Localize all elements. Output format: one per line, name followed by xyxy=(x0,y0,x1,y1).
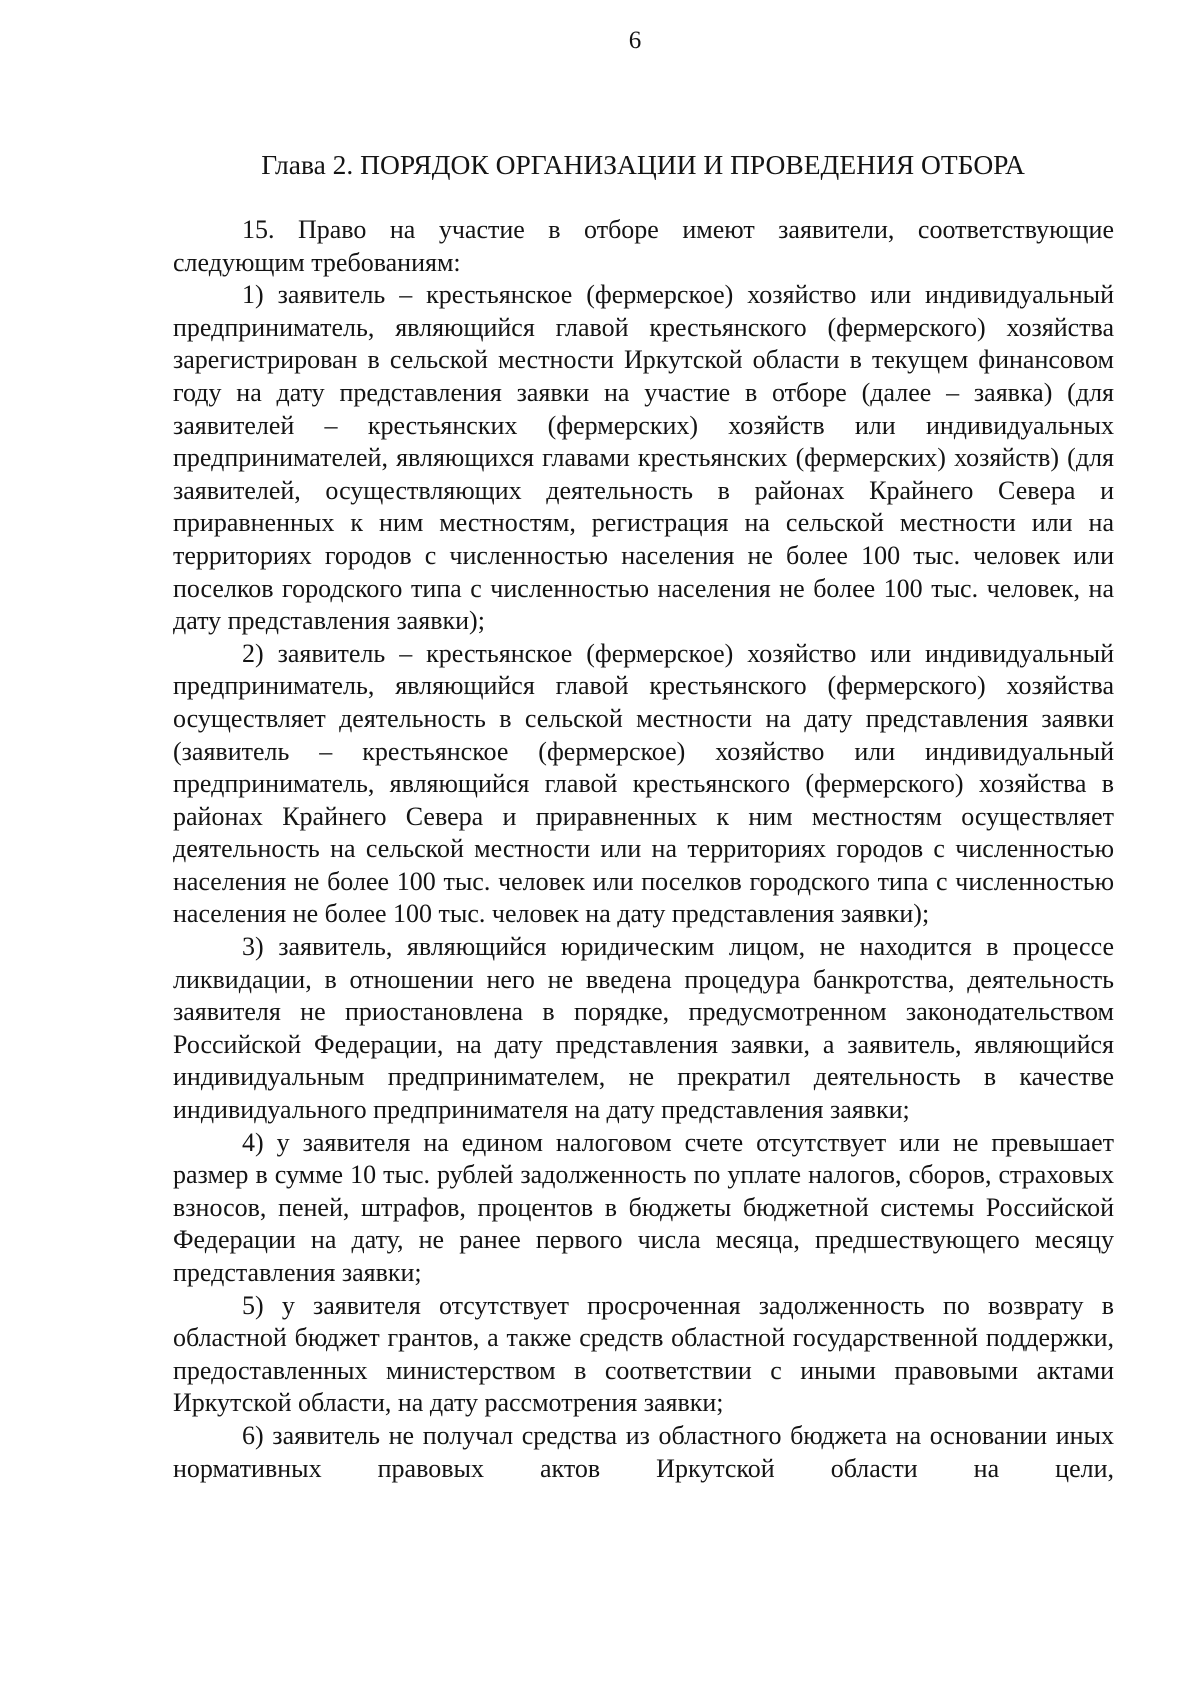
paragraph-item-3: 3) заявитель, являющийся юридическим лицом, не находится в процессе ликвидации, в отношении него не введена процедура банкротства, деятельность заявителя не приостановлена в порядке, предусмотренном законодательством Российской Федерации, на дату представления заявки, а заявитель, являющийся индивидуальным предпринимателем, не прекратил деятельность в качестве индивидуального предпринимателя на дату представления заявки; xyxy=(173,932,1114,1125)
paragraph-15: 15. Право на участие в отборе имеют заявители, соответствующие следующим требованиям: xyxy=(173,215,1114,277)
document-body xyxy=(173,214,1114,1485)
paragraph-item-5: 5) у заявителя отсутствует просроченная задолженность по возврату в областной бюджет грантов, а также средств областной государственной поддержки, предоставленных министерством в соответствии с иными правовыми актами Иркутской области, на дату рассмотрения заявки; xyxy=(173,1290,1114,1418)
paragraph-item-1: 1) заявитель – крестьянское (фермерское) хозяйство или индивидуальный предприниматель, являющийся главой крестьянского (фермерского) хозяйства зарегистрирован в сельской местности Иркутской области в текущем финансовом году на дату представления заявки на участие в отборе (далее – заявка) (для заявителей – крестьянских (фермерских) хозяйств или индивидуальных предпринимателей, являющихся главами крестьянских (фермерских) хозяйств) (для заявителей, осуществляющих деятельность в районах Крайнего Севера и приравненных к ним местностям, регистрация на сельской местности или на территориях городов с численностью населения не более 100 тыс. человек или поселков городского типа с численностью населения не более 100 тыс. человек, на дату представления заявки); xyxy=(173,280,1114,636)
chapter-title: Глава 2. ПОРЯДОК ОРГАНИЗАЦИИ И ПРОВЕДЕНИЯ ОТБОРА xyxy=(261,149,1025,180)
paragraph-item-2: 2) заявитель – крестьянское (фермерское) хозяйство или индивидуальный предприниматель, являющийся главой крестьянского (фермерского) хозяйства осуществляет деятельность в сельской местности на дату представления заявки (заявитель – крестьянское (фермерское) хозяйство или индивидуальный предприниматель, являющийся главой крестьянского (фермерского) хозяйства в районах Крайнего Севера и приравненных к ним местностям осуществляет деятельность на сельской местности или на территориях городов с численностью населения не более 100 тыс. человек или поселков городского типа с численностью населения не более 100 тыс. человек на дату представления заявки); xyxy=(173,638,1114,929)
paragraph-item-4: 4) у заявителя на едином налоговом счете отсутствует или не превышает размер в сумме 10 тыс. рублей задолженность по уплате налогов, сборов, страховых взносов, пеней, штрафов, процентов в бюджеты бюджетной системы Российской Федерации на дату, не ранее первого числа месяца, предшествующего месяцу представления заявки; xyxy=(173,1127,1114,1287)
page-number: 6 xyxy=(628,27,642,54)
paragraph-item-6: 6) заявитель не получал средства из областного бюджета на основании иных нормативных правовых актов Иркутской области на цели, xyxy=(173,1420,1114,1483)
